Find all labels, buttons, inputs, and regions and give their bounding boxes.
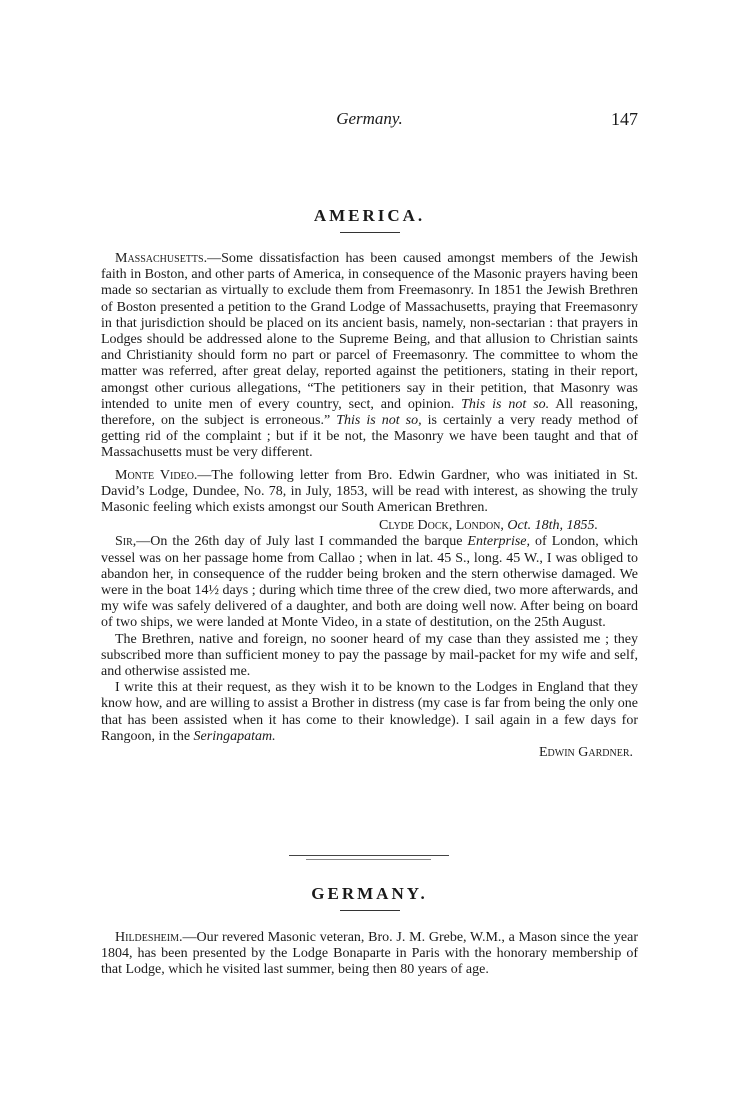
paragraph-text: of London, which vessel was on her passage home from Callao ; when in lat. 45 S., long. 45 W., I was obliged to abandon her, in consequence of the rudder being broken and the stern otherwise damaged. We were in the boat 14½ days ; during which time three of the crew died, two more afterwards, and my wife was safely delivered of a daughter, and both are doing well now. After being on board of two ships, we were landed at Monte Video, in a state of destitution, on the 25th August. <box>101 534 638 631</box>
paragraph-lead: Monte Video. <box>115 467 198 483</box>
paragraph-lead: Sir, <box>115 534 137 550</box>
paragraph-text: —The following letter from Bro. Edwin Gardner, who was initiated in St. David’s Lodge, Dundee, No. 78, in July, 1853, will be read with interest, as showing the truly Masonic feeling which exists amongst our South American Brethren. <box>101 467 638 516</box>
running-title: Germany. <box>336 109 403 128</box>
paragraph-text: I write this at their request, as they wish it to be known to the Lodges in England that they know how, and are willing to assist a Brother in distress (my case is far from being the only one that has been assisted when it has come to their knowledge). I sail again in a few days for Rangoon, in the <box>101 680 638 744</box>
paragraph-text: —On the 26th day of July last I commanded the barque <box>136 534 468 550</box>
paragraph-hildesheim <box>101 930 638 979</box>
paragraph-monte-video <box>101 468 638 517</box>
dateline-date: Oct. 18th, 1855. <box>503 518 598 534</box>
section-separator <box>306 859 431 860</box>
title-rule <box>340 232 400 233</box>
section-title-germany: GERMANY. <box>311 884 428 903</box>
germany-body <box>101 930 638 979</box>
letter-signature <box>101 745 638 761</box>
paragraph-text: —Our revered Masonic veteran, Bro. J. M. Grebe, W.M., a Mason since the year 1804, has been presented by the Lodge Bonaparte in Paris with the honorary membership of that Lodge, which he visited last summer, being then 80 years of age. <box>101 930 638 978</box>
paragraph-lead: Massachusetts. <box>115 251 208 266</box>
america-body <box>101 251 638 761</box>
page-number: 147 <box>611 109 638 129</box>
letter-paragraph-1 <box>101 534 638 631</box>
paragraph-massachusetts <box>101 251 638 462</box>
letter-dateline <box>101 518 638 534</box>
paragraph-text: —Some dissatisfaction has been caused amongst members of the Jewish faith in Boston, and other parts of America, in consequence of the Masonic prayers having been made so sectarian as virtually to exclude them from Freemasonry. In 1851 the Jewish Brethren of Boston presented a petition to the Grand Lodge of Massachusetts, praying that Freemasonry in that jurisdiction should be placed on its ancient basis, namely, non-sectarian : that prayers in Lodges should be addressed alone to the Supreme Being, and that allusion to Christian saints and Christianity should form no part or parcel of Freemasonry. The committee to whom the matter was referred, after great delay, reported against the petitioners, stating in their report, amongst other curious allegations, “The petitioners say in their petition, that Masonry was intended to unite men of every country, sect, and opinion. <box>101 251 638 412</box>
dateline-place: Clyde Dock, London, <box>379 518 504 534</box>
ship-name: Seringapatam. <box>193 728 276 744</box>
germany-heading <box>101 884 638 911</box>
ship-name: Enterprise, <box>467 534 531 550</box>
section-separator <box>289 855 449 856</box>
letter-paragraph-2: The Brethren, native and foreign, no sooner heard of my case than they assisted me ; they subscribed more than sufficient money to pay the passage by mail-packet for my wife and self, and otherwise assisted me. <box>101 631 638 680</box>
paragraph-lead: Hildesheim. <box>115 930 183 945</box>
signature-name: Edwin Gardner. <box>539 745 633 761</box>
italic-phrase: This is not so, <box>336 413 422 429</box>
paragraph-text: is certainly a very ready method of getting rid of the complaint ; but if it be not, the Masonry we have been taught and that of Massachusetts must be very different. <box>101 413 638 461</box>
paragraph-text: All reasoning, therefore, on the subject is erroneous.” <box>101 396 638 429</box>
letter-paragraph-3 <box>101 680 638 745</box>
running-head <box>101 109 638 133</box>
title-rule <box>340 910 400 911</box>
america-heading <box>101 206 638 233</box>
section-title-america: AMERICA. <box>313 206 426 225</box>
italic-phrase: This is not so. <box>461 396 550 412</box>
